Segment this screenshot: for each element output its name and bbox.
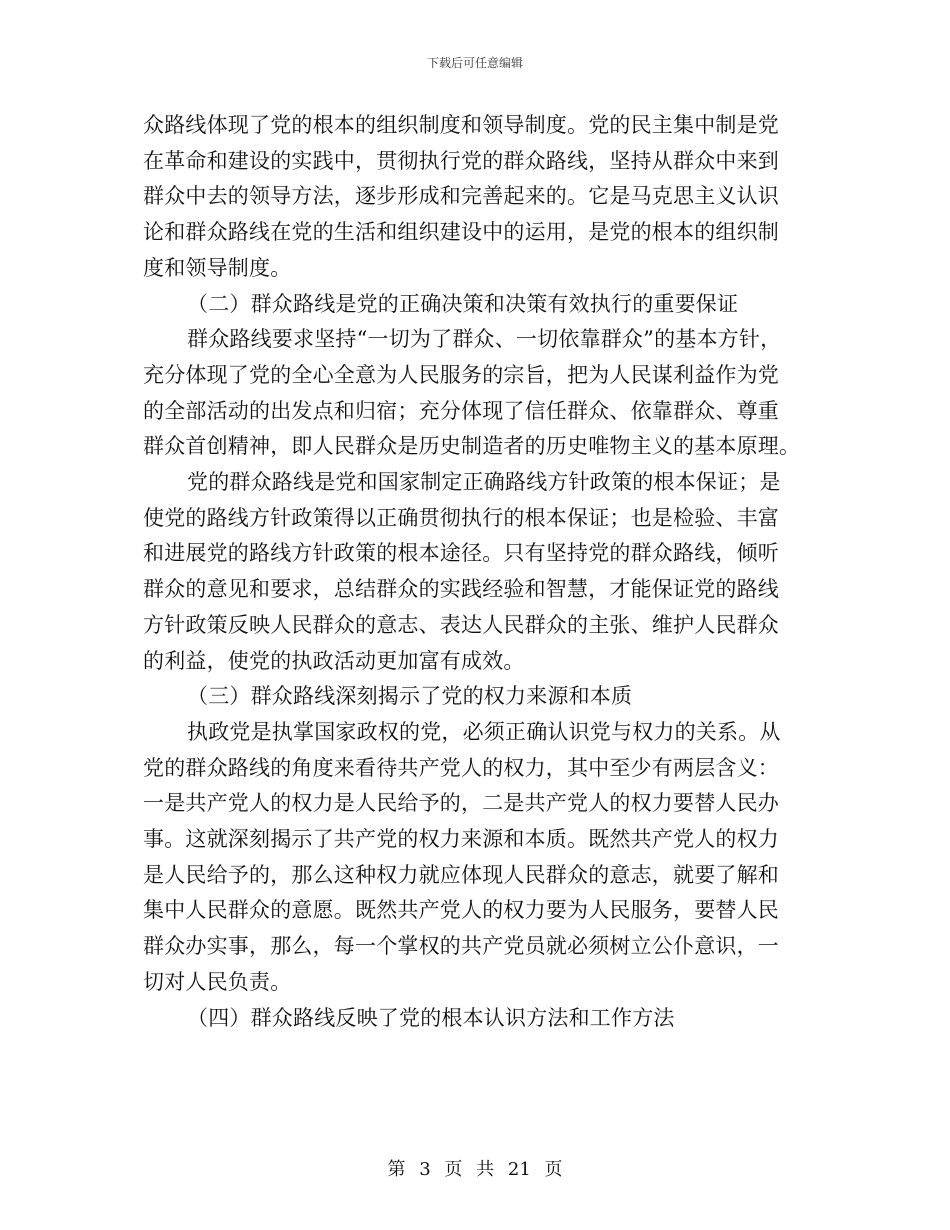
- text-line: 在革命和建设的实践中，贯彻执行党的群众路线，坚持从群众中来到: [143, 148, 779, 173]
- text-line: 和进展党的路线方针政策的根本途径。只有坚持党的群众路线，倾听: [143, 541, 779, 566]
- text-line: 论和群众路线在党的生活和组织建设中的运用，是党的根本的组织制: [143, 220, 779, 245]
- text-line: 群众路线要求坚持“一切为了群众、一切依靠群众”的基本方针，: [187, 327, 782, 352]
- text-line: 群众中去的领导方法，逐步形成和完善起来的。它是马克思主义认识: [143, 184, 779, 209]
- section-heading: （三）群众路线深刻揭示了党的权力来源和本质: [187, 684, 633, 709]
- page-footer-suffix: 页: [544, 1159, 563, 1180]
- text-line: 的全部活动的出发点和归宿；充分体现了信任群众、依靠群众、尊重: [143, 398, 779, 423]
- page-footer-mid2: 共: [476, 1159, 495, 1180]
- page-footer-prefix: 第: [387, 1159, 406, 1180]
- page-footer-mid1: 页: [444, 1159, 463, 1180]
- text-line: 群众首创精神，即人民群众是历史制造者的历史唯物主义的基本原理。: [143, 434, 801, 459]
- text-line: 度和领导制度。: [143, 255, 292, 280]
- page-footer: [0, 1155, 950, 1181]
- text-line: 众路线体现了党的根本的组织制度和领导制度。党的民主集中制是党: [143, 113, 779, 137]
- page-number-current: 3: [419, 1159, 431, 1180]
- section-heading: （二）群众路线是党的正确决策和决策有效执行的重要保证: [187, 291, 739, 316]
- text-line: 群众办实事，那么，每一个掌权的共产党员就必须树立公仆意识，一: [143, 934, 779, 959]
- text-line: 党的群众路线的角度来看待共产党人的权力，其中至少有两层含义：: [143, 755, 779, 780]
- text-line: 事。这就深刻揭示了共产党的权力来源和本质。既然共产党人的权力: [143, 827, 779, 852]
- text-line: 一是共产党人的权力是人民给予的，二是共产党人的权力要替人民办: [143, 791, 779, 816]
- document-body: [143, 108, 808, 1036]
- page-number-total: 21: [507, 1159, 531, 1180]
- text-line: 是人民给予的，那么这种权力就应体现人民群众的意志，就要了解和: [143, 862, 779, 887]
- text-line: 群众的意见和要求，总结群众的实践经验和智慧，才能保证党的路线: [143, 577, 779, 602]
- text-line: 充分体现了党的全心全意为人民服务的宗旨，把为人民谋利益作为党: [143, 362, 779, 387]
- section-heading: （四）群众路线反映了党的根本认识方法和工作方法: [187, 1005, 675, 1030]
- page-header: 下载后可任意编辑: [426, 56, 523, 70]
- text-line: 使党的路线方针政策得以正确贯彻执行的根本保证；也是检验、丰富: [143, 505, 779, 530]
- text-line: 的利益，使党的执政活动更加富有成效。: [143, 648, 525, 673]
- text-line: 执政党是执掌国家政权的党，必须正确认识党与权力的关系。从: [187, 719, 781, 744]
- text-line: 集中人民群众的意愿。既然共产党人的权力要为人民服务，要替人民: [143, 898, 779, 923]
- text-line: 党的群众路线是党和国家制定正确路线方针政策的根本保证；是: [187, 470, 781, 495]
- text-line: 切对人民负责。: [143, 969, 292, 994]
- text-line: 方针政策反映人民群众的意志、表达人民群众的主张、维护人民群众: [143, 612, 779, 637]
